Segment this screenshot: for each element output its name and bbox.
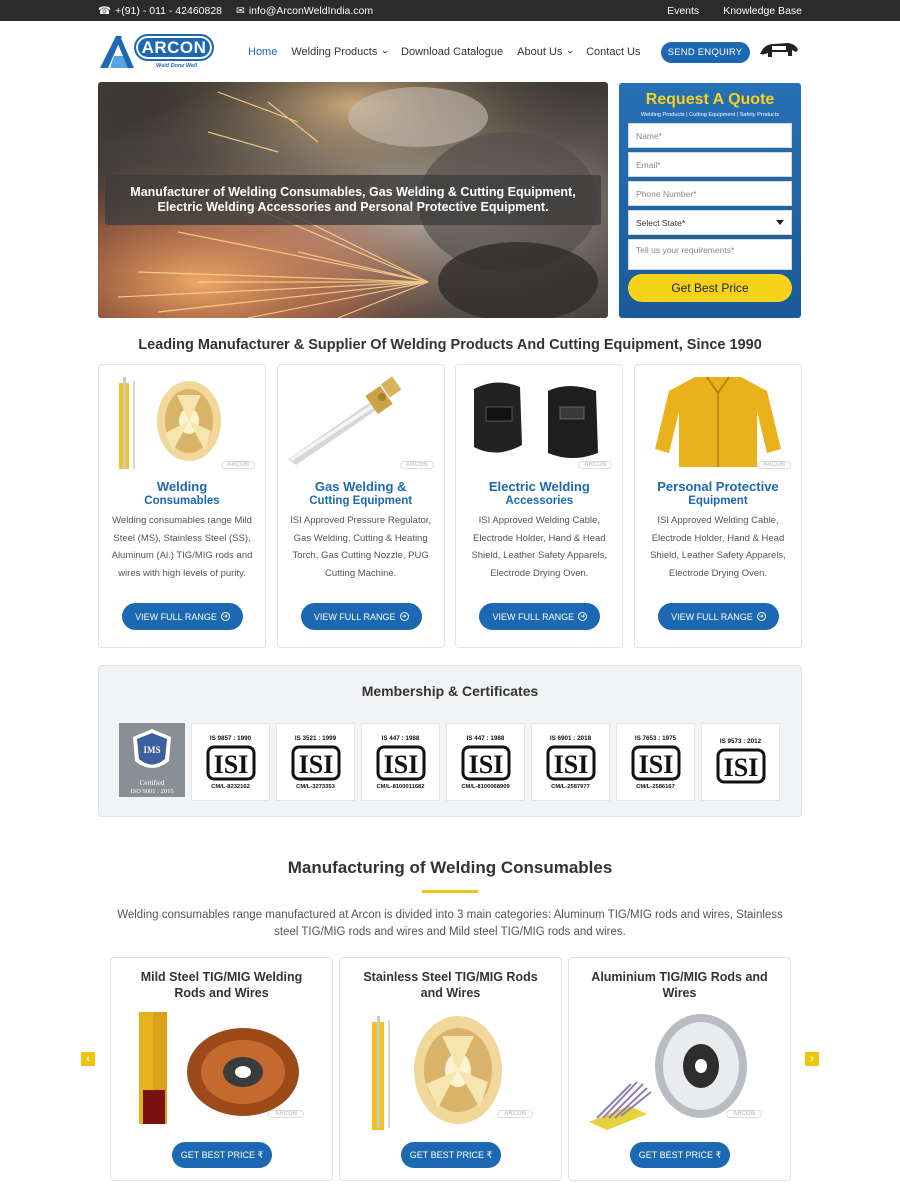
- cert-licence: CM/L-2587977: [551, 783, 590, 790]
- button-label: GET BEST PRICE: [180, 1150, 255, 1160]
- svg-text:ISI: ISI: [213, 749, 248, 779]
- get-best-price-button[interactable]: [401, 1142, 501, 1168]
- category-subtitle[interactable]: Cutting Equipment: [309, 495, 413, 507]
- arcon-watermark: ARCON: [497, 1110, 533, 1118]
- isi-certificate: [616, 723, 695, 801]
- product-card-stainless-steel: [339, 957, 562, 1181]
- send-enquiry-button[interactable]: SEND ENQUIRY: [661, 42, 750, 63]
- manufacturing-description: Welding consumables range manufactured at Arcon is divided into 3 main categories: Aluminum TIG/MIG rods and wires, Stainless steel TIG/MIG rods and wires and Mild steel TIG/MIG rods and wires.: [117, 909, 783, 938]
- title-underline: [422, 890, 478, 893]
- view-full-range-button[interactable]: [658, 603, 779, 630]
- category-subtitle[interactable]: Consumables: [144, 495, 220, 507]
- svg-text:ISI: ISI: [723, 752, 758, 782]
- button-label: VIEW FULL RANGE: [135, 611, 217, 622]
- button-label: VIEW FULL RANGE: [492, 611, 575, 622]
- name-field[interactable]: Name*: [628, 123, 792, 148]
- button-label: GET BEST PRICE: [409, 1150, 484, 1160]
- nav-welding-products[interactable]: Welding Products ›: [291, 46, 387, 58]
- view-full-range-button[interactable]: [301, 603, 422, 630]
- category-card-electric-welding: [455, 364, 623, 648]
- category-description: ISI Approved Welding Cable, Electrode Holder, Hand & Head Shield, Leather Safety Apparels, Electrode Drying Oven.: [650, 515, 786, 579]
- svg-text:ISI: ISI: [383, 749, 418, 779]
- arcon-watermark: ARCON: [400, 461, 434, 469]
- view-full-range-button[interactable]: [122, 603, 243, 630]
- nav-about-us[interactable]: About Us ›: [517, 46, 572, 58]
- requirements-textarea[interactable]: Tell us your requirements*: [628, 239, 792, 270]
- category-subtitle[interactable]: Equipment: [688, 495, 748, 507]
- svg-text:ISI: ISI: [298, 749, 333, 779]
- product-name[interactable]: Stainless Steel TIG/MIG Rods and Wires: [363, 970, 538, 1000]
- category-card-welding-consumables: [98, 364, 266, 648]
- phone-text: +(91) - 011 - 42460828: [115, 4, 223, 17]
- arcon-logo[interactable]: [98, 30, 226, 74]
- get-best-price-button[interactable]: Get Best Price: [628, 274, 792, 302]
- cert-standard: IS 9857 : 1990: [209, 734, 252, 742]
- cert-licence: CM/L-8100068909: [461, 783, 510, 790]
- lead-heading: Leading Manufacturer & Supplier Of Welding Products And Cutting Equipment, Since 1990: [138, 337, 762, 353]
- manufacturing-title: Manufacturing of Welding Consumables: [287, 858, 613, 877]
- product-name[interactable]: Mild Steel TIG/MIG Welding Rods and Wires: [140, 970, 303, 1000]
- isi-mark-icon: [631, 745, 681, 781]
- button-label: GET BEST PRICE: [638, 1150, 713, 1160]
- get-best-price-button[interactable]: [630, 1142, 730, 1168]
- chevron-right-icon: ›: [810, 1053, 814, 1065]
- nav-contact-us[interactable]: Contact Us: [586, 46, 641, 58]
- membership-section: [98, 665, 802, 817]
- cert-standard: IS 447 : 1988: [381, 734, 420, 742]
- events-link[interactable]: Events: [667, 4, 700, 17]
- cert-standard: IS 3521 : 1999: [294, 734, 337, 742]
- svg-text:ISI: ISI: [468, 749, 503, 779]
- hero-caption: [105, 175, 601, 225]
- arrow-right-circle-icon: ➜: [222, 613, 228, 620]
- category-title[interactable]: Personal Protective: [657, 479, 779, 494]
- svg-text:IMS: IMS: [143, 745, 161, 755]
- arcon-watermark: ARCON: [221, 461, 255, 469]
- isi-mark-icon: [716, 748, 766, 784]
- logo-wordmark: ARCON: [134, 34, 214, 61]
- arcon-watermark: ARCON: [726, 1110, 762, 1118]
- nav-download-catalogue[interactable]: Download Catalogue: [401, 46, 504, 58]
- phone-link[interactable]: [98, 5, 222, 17]
- hero-banner: [98, 82, 608, 318]
- category-description: ISI Approved Welding Cable, Electrode Holder, Hand & Head Shield, Leather Safety Apparels, Electrode Drying Oven.: [471, 515, 608, 579]
- button-label: VIEW FULL RANGE: [313, 611, 396, 622]
- category-description: Welding consumables range Mild Steel (MS), Stainless Steel (SS), Aluminum (Al.) TIG/MIG rods and wires with high levels of purity.: [111, 515, 253, 579]
- welding-consumables-image: [99, 371, 265, 471]
- category-card-gas-welding: [277, 364, 445, 648]
- email-text: info@ArconWeldIndia.com: [248, 4, 374, 17]
- isi-mark-icon: [376, 745, 426, 781]
- email-field[interactable]: Email*: [628, 152, 792, 177]
- arrow-right-circle-icon: ➜: [758, 613, 764, 620]
- cert-standard: IS 7653 : 1975: [634, 734, 677, 742]
- top-bar: [0, 0, 900, 21]
- isi-mark-icon: [291, 745, 341, 781]
- rupee-icon: ₹: [257, 1149, 264, 1160]
- cert-standard: IS 447 : 1988: [466, 734, 505, 742]
- iso-certificate: [119, 723, 185, 797]
- welding-helmet-image: [456, 371, 622, 471]
- logo-mark-icon: [98, 34, 136, 70]
- phone-field[interactable]: Phone Number*: [628, 181, 792, 206]
- protective-jacket-image: [635, 371, 801, 471]
- category-description: ISI Approved Pressure Regulator, Gas Welding, Cutting & Heating Torch, Gas Cutting Nozzle, PUG Cutting Machine.: [290, 515, 432, 579]
- product-name[interactable]: Aluminium TIG/MIG Rods and Wires: [591, 970, 768, 1000]
- carousel-next-button[interactable]: [805, 1052, 819, 1066]
- gas-welding-image: [278, 371, 444, 471]
- make-in-india-lion-icon: [758, 38, 800, 62]
- product-card-mild-steel: [110, 957, 333, 1181]
- carousel-prev-button[interactable]: [81, 1052, 95, 1066]
- site-header: [0, 21, 900, 83]
- envelope-icon: ✉: [236, 4, 245, 17]
- membership-title: Membership & Certificates: [361, 683, 539, 699]
- rupee-icon: ₹: [486, 1149, 493, 1160]
- category-card-protective-equipment: [634, 364, 802, 648]
- arcon-watermark: ARCON: [757, 461, 791, 469]
- phone-icon: ☎: [98, 4, 112, 17]
- isi-certificate: [701, 723, 780, 801]
- product-card-aluminium: [568, 957, 791, 1181]
- arcon-watermark: ARCON: [268, 1110, 304, 1118]
- isi-certificate: [531, 723, 610, 801]
- hero-caption-line2: Electric Welding Accessories and Personal Protective Equipment.: [157, 200, 549, 214]
- isi-mark-icon: [461, 745, 511, 781]
- quote-title: Request A Quote: [645, 91, 775, 108]
- cert-licence: CM/L-2586167: [636, 783, 675, 790]
- cert-standard: IS 6901 : 2018: [549, 734, 592, 742]
- product-carousel: [110, 957, 791, 1181]
- isi-certificate: [446, 723, 525, 801]
- email-link[interactable]: [236, 5, 373, 17]
- category-title[interactable]: Gas Welding &: [314, 479, 407, 494]
- logo-tagline: Weld Done Well: [156, 63, 198, 69]
- cert-licence: CM/L-3273353: [296, 783, 335, 790]
- quote-subtitle: Welding Products | Cutting Equipment | Safety Products: [640, 112, 780, 118]
- state-select-value: Select State*: [636, 217, 686, 228]
- svg-text:ISI: ISI: [638, 749, 673, 779]
- arrow-right-circle-icon: ➜: [401, 613, 407, 620]
- category-title[interactable]: Welding: [156, 479, 208, 494]
- category-cards: [98, 364, 802, 648]
- isi-certificate: [276, 723, 355, 801]
- category-subtitle[interactable]: Accessories: [505, 495, 574, 507]
- state-select[interactable]: [628, 210, 792, 235]
- request-quote-form: [619, 83, 801, 318]
- cert-licence: CM/L-8232162: [211, 783, 250, 790]
- get-best-price-button[interactable]: [172, 1142, 272, 1168]
- iso-standard-text: ISO 9001 : 2015: [130, 788, 174, 795]
- arcon-watermark: ARCON: [578, 461, 612, 469]
- iso-certified-text: Certified: [139, 779, 165, 787]
- certificate-list: [119, 723, 780, 801]
- caret-down-icon: [776, 220, 784, 225]
- chevron-left-icon: ‹: [86, 1053, 90, 1065]
- isi-mark-icon: [546, 745, 596, 781]
- knowledge-base-link[interactable]: Knowledge Base: [723, 4, 802, 17]
- cert-standard: IS 9573 : 2012: [719, 737, 762, 745]
- button-label: VIEW FULL RANGE: [671, 611, 753, 622]
- hero-caption-line1: Manufacturer of Welding Consumables, Gas Welding & Cutting Equipment,: [130, 185, 576, 199]
- arrow-right-circle-icon: ➜: [580, 613, 586, 620]
- main-nav: [248, 42, 750, 63]
- rupee-icon: ₹: [715, 1149, 722, 1160]
- isi-certificate: [191, 723, 270, 801]
- nav-home[interactable]: Home: [248, 46, 278, 58]
- view-full-range-button[interactable]: [479, 603, 600, 630]
- isi-certificate: [361, 723, 440, 801]
- isi-mark-icon: [206, 745, 256, 781]
- svg-text:ISI: ISI: [553, 749, 588, 779]
- cert-licence: CM/L-8100011682: [376, 783, 425, 790]
- category-title[interactable]: Electric Welding: [488, 479, 590, 494]
